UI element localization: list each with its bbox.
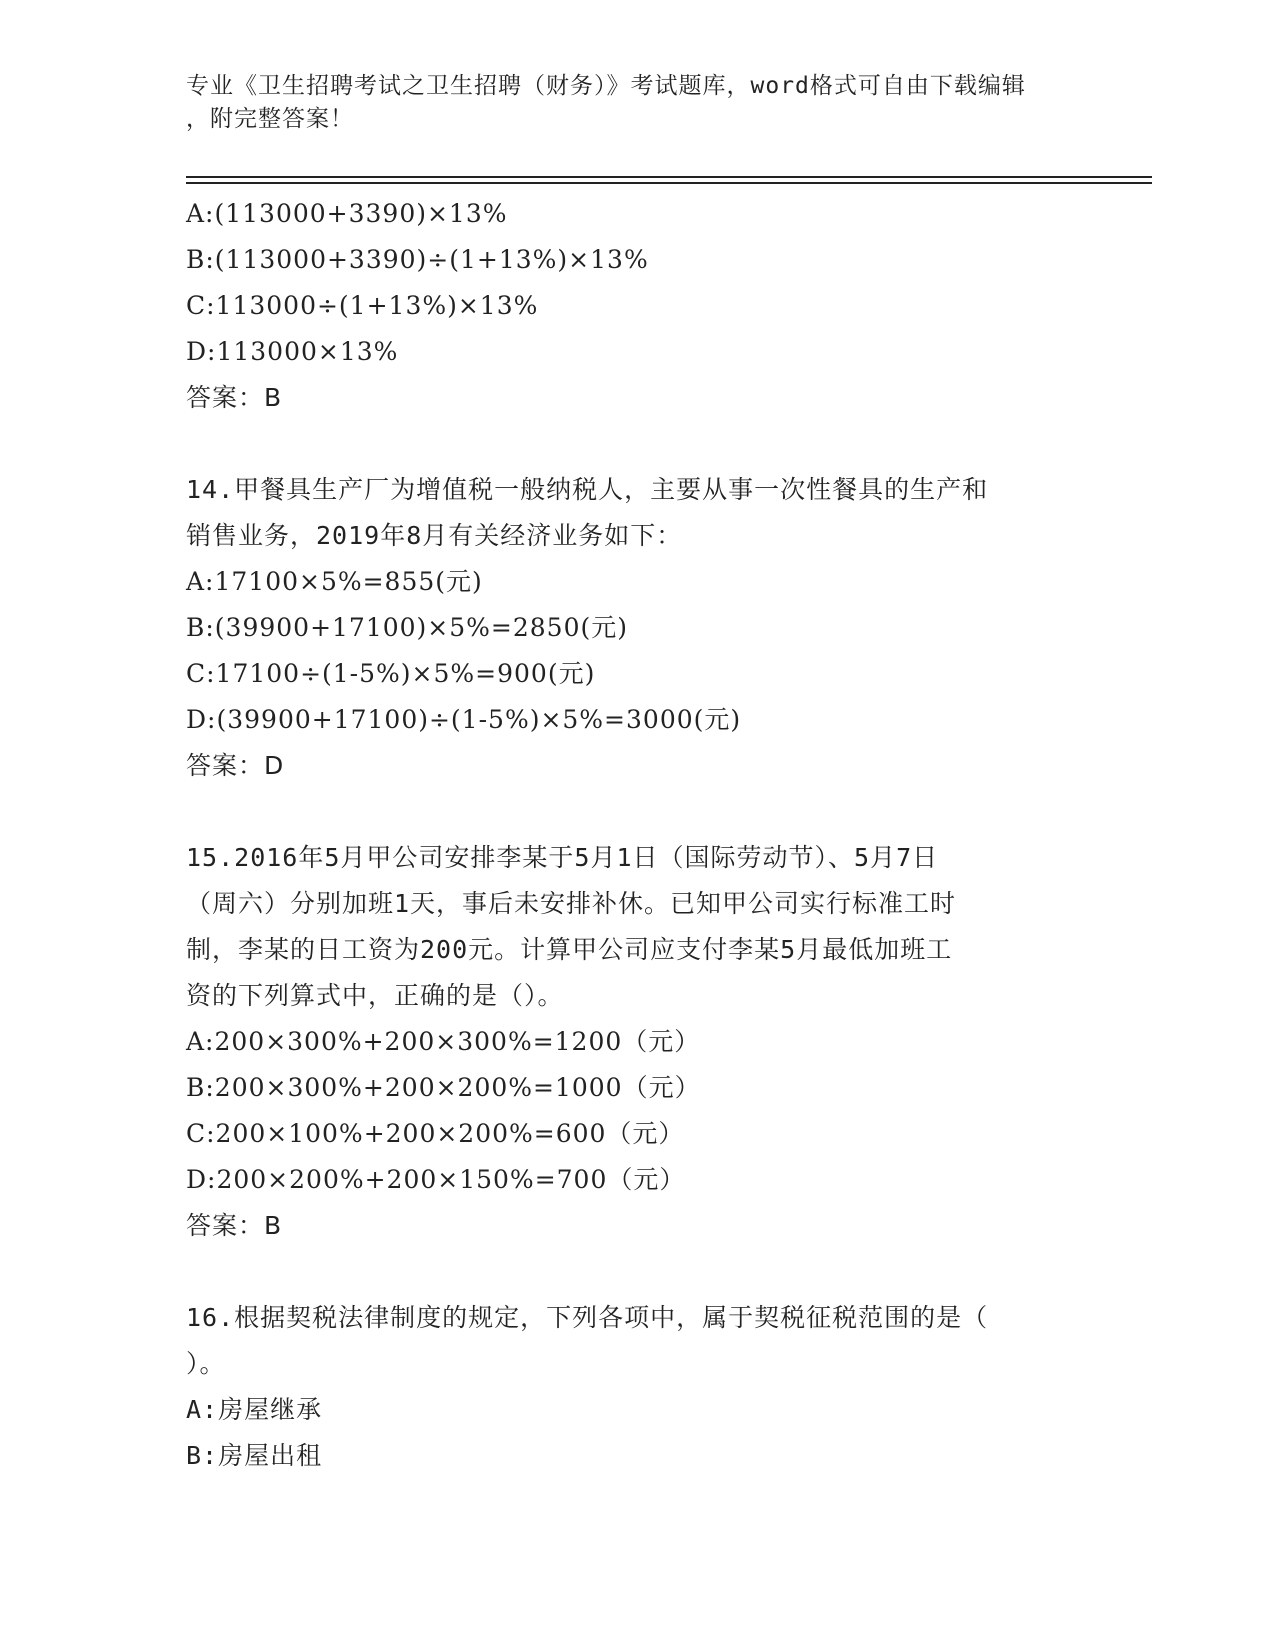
q15-option-a: A:200×300%+200×300%=1200（元）: [186, 1027, 701, 1056]
q14-option-d: D:(39900+17100)÷(1-5%)×5%=3000(元): [186, 705, 742, 734]
question-16-block: [186, 1295, 1086, 1479]
q13-answer: 答案：B: [186, 383, 283, 412]
q15-question-line-1: 15.2016年5月甲公司安排李某于5月1日（国际劳动节）、5月7日: [186, 843, 939, 872]
header-divider-top: [186, 176, 1152, 178]
q13-option-d: D:113000×13%: [186, 337, 399, 366]
q16-option-b: B:房屋出租: [186, 1441, 323, 1470]
q13-option-a: A:(113000+3390)×13%: [186, 199, 508, 228]
q14-answer: 答案：D: [186, 751, 285, 780]
question-content: [186, 191, 1086, 1479]
q15-option-b: B:200×300%+200×200%=1000（元）: [186, 1073, 701, 1102]
q14-option-b: B:(39900+17100)×5%=2850(元): [186, 613, 628, 642]
q14-question-line-1: 14.甲餐具生产厂为增值税一般纳税人，主要从事一次性餐具的生产和: [186, 475, 989, 504]
header-divider-bottom: [186, 182, 1152, 184]
q15-question-line-3: 制，李某的日工资为200元。计算甲公司应支付李某5月最低加班工: [186, 935, 953, 964]
q15-question-line-4: 资的下列算式中，正确的是（）。: [186, 981, 564, 1010]
q15-question-line-2: （周六）分别加班1天，事后未安排补休。已知甲公司实行标准工时: [186, 889, 957, 918]
q16-question-line-1: 16.根据契税法律制度的规定，下列各项中，属于契税征税范围的是（: [186, 1303, 989, 1332]
q15-option-d: D:200×200%+200×150%=700（元）: [186, 1165, 686, 1194]
header-line-1: 专业《卫生招聘考试之卫生招聘（财务）》考试题库，word格式可自由下载编辑: [186, 73, 1026, 99]
question-15-block: [186, 835, 1086, 1249]
spacer: [186, 421, 1086, 467]
spacer: [186, 789, 1086, 835]
q13-option-c: C:113000÷(1+13%)×13%: [186, 291, 539, 320]
q16-question-line-2: ）。: [186, 1349, 226, 1378]
q15-option-c: C:200×100%+200×200%=600（元）: [186, 1119, 685, 1148]
q14-option-c: C:17100÷(1-5%)×5%=900(元): [186, 659, 596, 688]
q14-question-line-2: 销售业务，2019年8月有关经济业务如下：: [186, 521, 683, 550]
spacer: [186, 1249, 1086, 1295]
q15-answer: 答案：B: [186, 1211, 283, 1240]
document-header: [186, 70, 1066, 136]
question-14-block: [186, 467, 1086, 789]
header-line-2: ，附完整答案！: [186, 106, 354, 132]
q14-option-a: A:17100×5%=855(元): [186, 567, 483, 596]
q13-option-b: B:(113000+3390)÷(1+13%)×13%: [186, 245, 649, 274]
q16-option-a: A:房屋继承: [186, 1395, 323, 1424]
question-13-block: [186, 191, 1086, 421]
